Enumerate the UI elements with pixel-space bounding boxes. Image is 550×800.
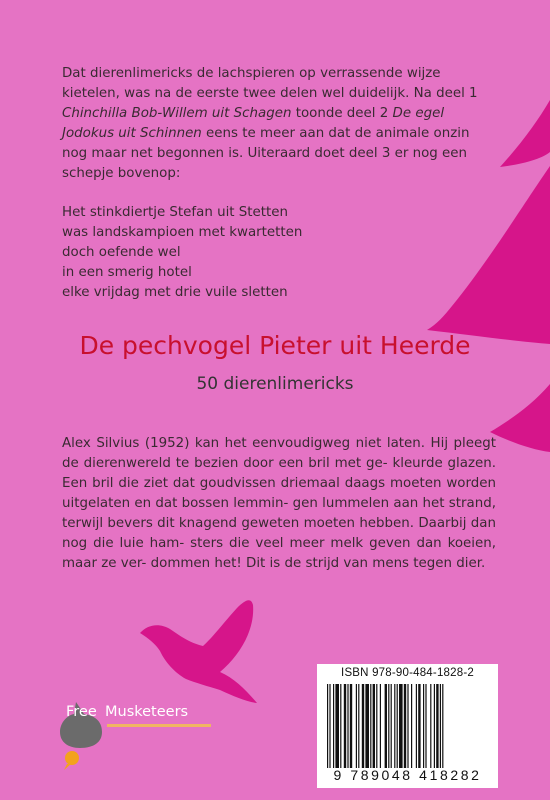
barcode-bar: [358, 684, 359, 768]
barcode-bar: [416, 684, 417, 768]
intro-text-middle: toonde deel 2: [291, 106, 393, 121]
bird-wing-top-right: [500, 100, 550, 167]
limerick-line: elke vrijdag met drie vuile sletten: [62, 285, 288, 300]
limerick-line: in een smerig hotel: [62, 265, 192, 280]
barcode-bar: [430, 684, 431, 768]
barcode-bar: [388, 684, 389, 768]
barcode-bar: [436, 684, 438, 768]
barcode-bar: [344, 684, 346, 768]
barcode-bar: [365, 684, 369, 768]
barcode-bars: [327, 684, 488, 768]
barcode-bar: [423, 684, 424, 768]
book-title-part-1: Chinchilla Bob-Willem uit Schagen: [62, 106, 292, 121]
intro-text-end: eens te meer aan dat de animale onzin nog maar net begonnen is. Uiteraard doet deel 3 er nog een schepje bovenop:: [62, 126, 470, 181]
intro-paragraph: [62, 64, 496, 184]
intro-text-start: Dat dierenlimericks de lachspieren op verrassende wijze kietelen, was na de eerste twee delen wel duidelijk. Na deel 1: [62, 66, 478, 101]
barcode-bar: [373, 684, 375, 768]
barcode-bar: [329, 684, 330, 768]
barcode-bar: [333, 684, 334, 768]
barcode-bar: [385, 684, 387, 768]
barcode-bar: [442, 684, 443, 768]
barcode-bar: [399, 684, 403, 768]
logo-tagline-bar: [107, 724, 211, 727]
barcode-bar: [404, 684, 406, 768]
publisher-name-free: Free: [66, 704, 97, 720]
barcode-bar: [411, 684, 412, 768]
barcode-bar: [340, 684, 341, 768]
limerick-line: doch oefende wel: [62, 245, 181, 260]
barcode-bar: [376, 684, 377, 768]
speech-bubble-orange: [65, 751, 79, 765]
flying-bird: [140, 600, 257, 703]
limerick: [62, 203, 496, 303]
barcode-bar: [335, 684, 339, 768]
barcode-digits: 9 789048 418282: [333, 767, 482, 783]
barcode-bar: [362, 684, 364, 768]
barcode-bar: [407, 684, 408, 768]
barcode-bar: [440, 684, 441, 768]
barcode-bar: [391, 684, 392, 768]
isbn-barcode: [317, 664, 498, 788]
book-subtitle: 50 dierenlimericks: [196, 374, 354, 394]
barcode-bar: [350, 684, 352, 768]
limerick-line: was landskampioen met kwartetten: [62, 225, 303, 240]
barcode-bar: [397, 684, 398, 768]
barcode-bar: [425, 684, 426, 768]
publisher-name-musketeers: Musketeers: [105, 704, 189, 720]
barcode-bar: [327, 684, 328, 768]
barcode-bar: [434, 684, 435, 768]
barcode-bar: [380, 684, 381, 768]
book-title: De pechvogel Pieter uit Heerde: [79, 331, 471, 360]
barcode-bar: [356, 684, 357, 768]
barcode-bar: [394, 684, 395, 768]
barcode-bar: [370, 684, 371, 768]
isbn-number: ISBN 978-90-484-1828-2: [341, 667, 474, 679]
author-paragraph: Alex Silvius (1952) kan het eenvoudigweg niet laten. Hij pleegt de dierenwereld te bezien door een bril met ge- kleurde glazen. Een bril die ziet dat goudvissen driemaal daags moeten worden uitgelaten en dat bossen lemmin- gen lummelen aan het strand, terwijl bevers dit knagend geweten moeten hebben. Daarbij dan nog die luie ham- sters die veel meer melk geven dan koeien, maar ze ver- dommen het! Dit is de strijd van mens tegen dier.: [62, 436, 496, 571]
limerick-line: Het stinkdiertje Stefan uit Stetten: [62, 205, 289, 220]
barcode-bar: [418, 684, 420, 768]
barcode-bar: [347, 684, 348, 768]
book-title-part-2: De egel Jodokus uit Schinnen: [62, 106, 445, 141]
